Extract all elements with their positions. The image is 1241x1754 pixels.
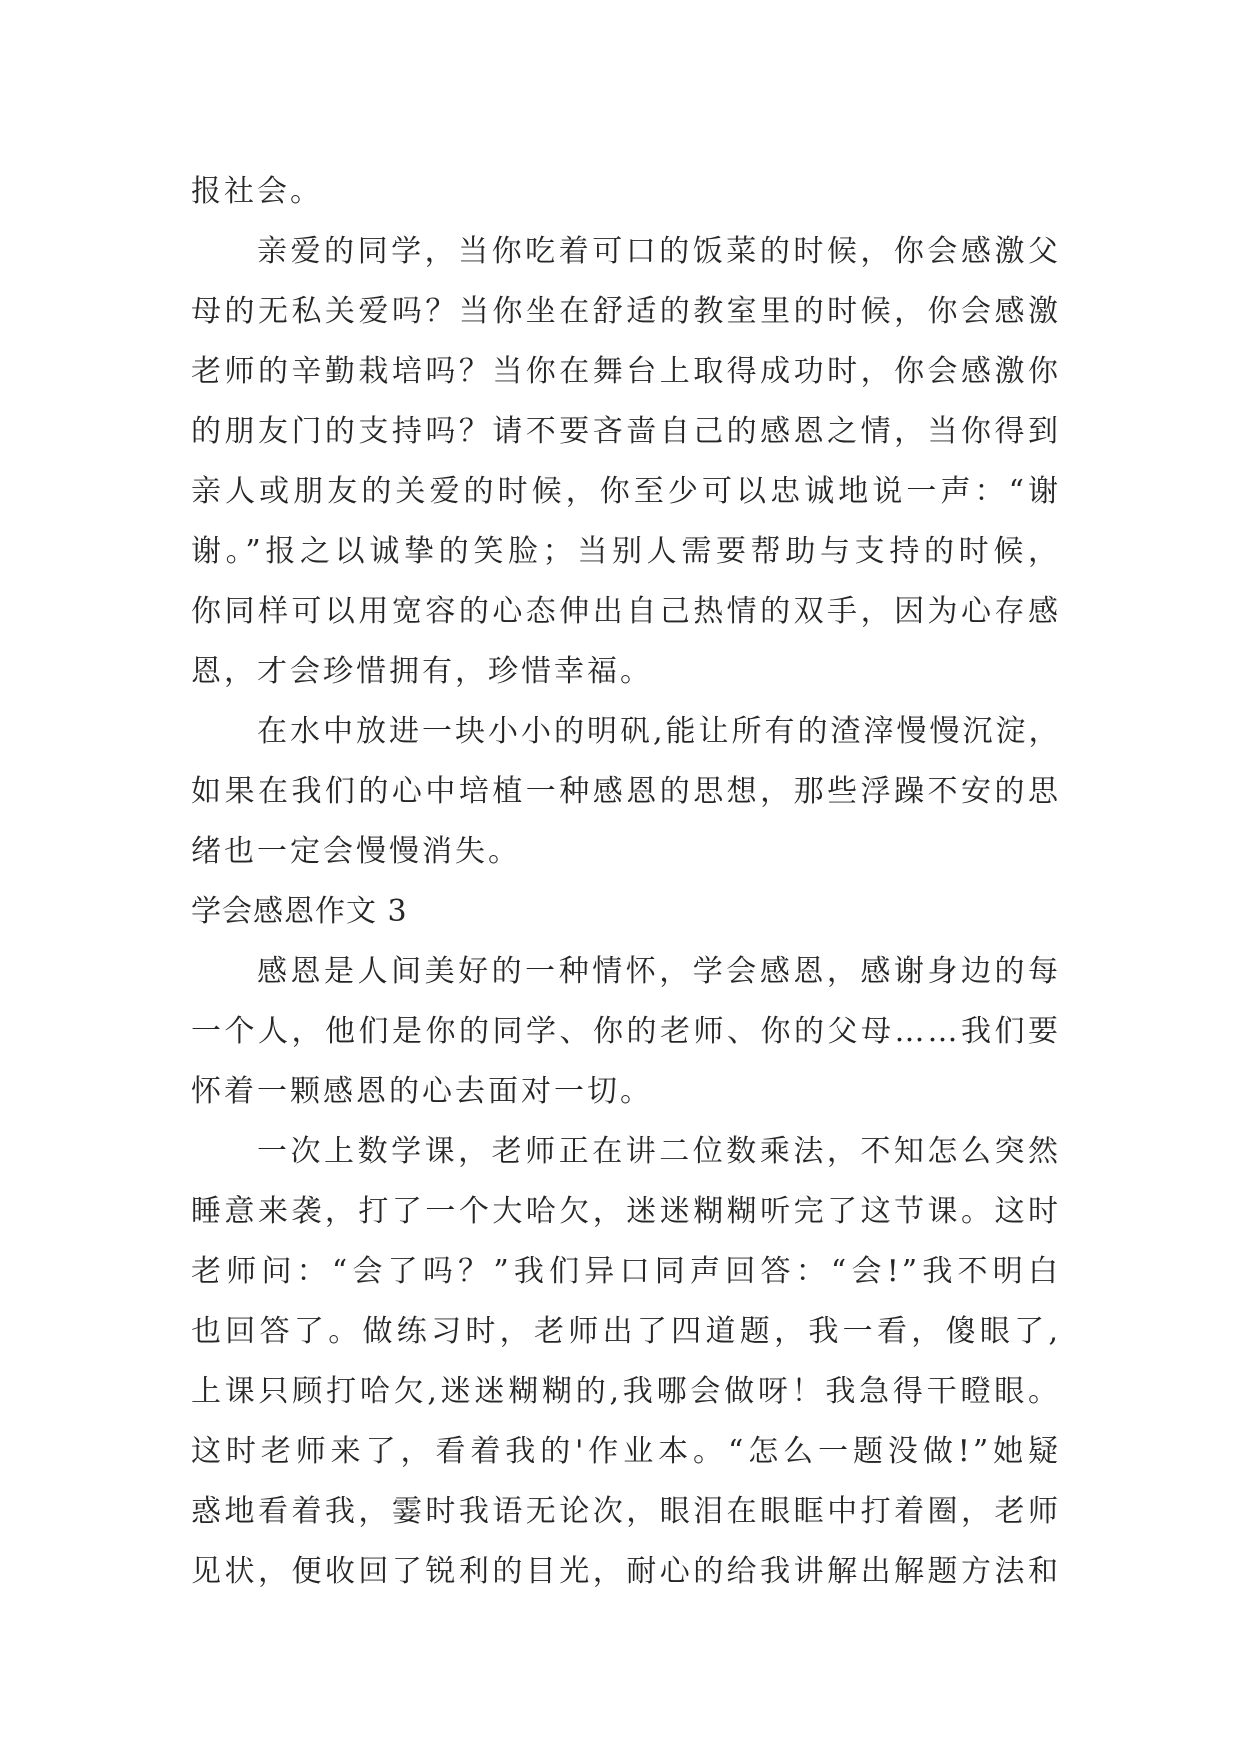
paragraph-line: 感恩是人间美好的一种情怀，学会感恩，感谢身边的每 <box>257 954 1061 989</box>
paragraph-line: 睡意来袭，打了一个大哈欠，迷迷糊糊听完了这节课。这时 <box>191 1194 1061 1229</box>
paragraph-line: 怀着一颗感恩的心去面对一切。 <box>191 1074 653 1109</box>
paragraph-line: 母的无私关爱吗？当你坐在舒适的教室里的时候，你会感激 <box>191 294 1061 329</box>
paragraph-line: 见状，便收回了锐利的目光，耐心的给我讲解出解题方法和 <box>191 1554 1061 1589</box>
paragraph-line: 上课只顾打哈欠,迷迷糊糊的,我哪会做呀！我急得干瞪眼。 <box>191 1374 1061 1409</box>
paragraph-line: 亲人或朋友的关爱的时候，你至少可以忠诚地说一声：“谢 <box>191 474 1061 509</box>
section-heading: 学会感恩作文 3 <box>191 894 408 929</box>
paragraph-line: 一个人，他们是你的同学、你的老师、你的父母……我们要 <box>191 1014 1061 1049</box>
paragraph-line: 亲爱的同学，当你吃着可口的饭菜的时候，你会感激父 <box>257 234 1061 269</box>
paragraph-line: 这时老师来了，看着我的'作业本。“怎么一题没做!”她疑 <box>191 1434 1061 1469</box>
paragraph-line: 惑地看着我，霎时我语无论次，眼泪在眼眶中打着圈，老师 <box>191 1494 1061 1529</box>
paragraph-line: 老师的辛勤栽培吗？当你在舞台上取得成功时，你会感激你 <box>191 354 1061 389</box>
paragraph-line: 谢。”报之以诚挚的笑脸；当别人需要帮助与支持的时候， <box>191 534 1061 569</box>
paragraph-line: 绪也一定会慢慢消失。 <box>191 834 521 869</box>
paragraph-line: 恩，才会珍惜拥有，珍惜幸福。 <box>191 654 653 689</box>
paragraph-line: 在水中放进一块小小的明矾,能让所有的渣滓慢慢沉淀， <box>257 714 1062 749</box>
paragraph-line: 如果在我们的心中培植一种感恩的思想，那些浮躁不安的思 <box>191 774 1061 809</box>
body-text <box>191 162 1061 1602</box>
paragraph-line: 的朋友门的支持吗？请不要吝啬自己的感恩之情，当你得到 <box>191 414 1061 449</box>
paragraph-line: 也回答了。做练习时，老师出了四道题，我一看，傻眼了, <box>191 1314 1061 1349</box>
paragraph-line: 报社会。 <box>191 174 323 209</box>
paragraph-line: 老师问：“会了吗？”我们异口同声回答：“会!”我不明白 <box>191 1254 1061 1289</box>
paragraph-line: 一次上数学课，老师正在讲二位数乘法，不知怎么突然 <box>257 1134 1061 1169</box>
paragraph-line: 你同样可以用宽容的心态伸出自己热情的双手，因为心存感 <box>191 594 1061 629</box>
